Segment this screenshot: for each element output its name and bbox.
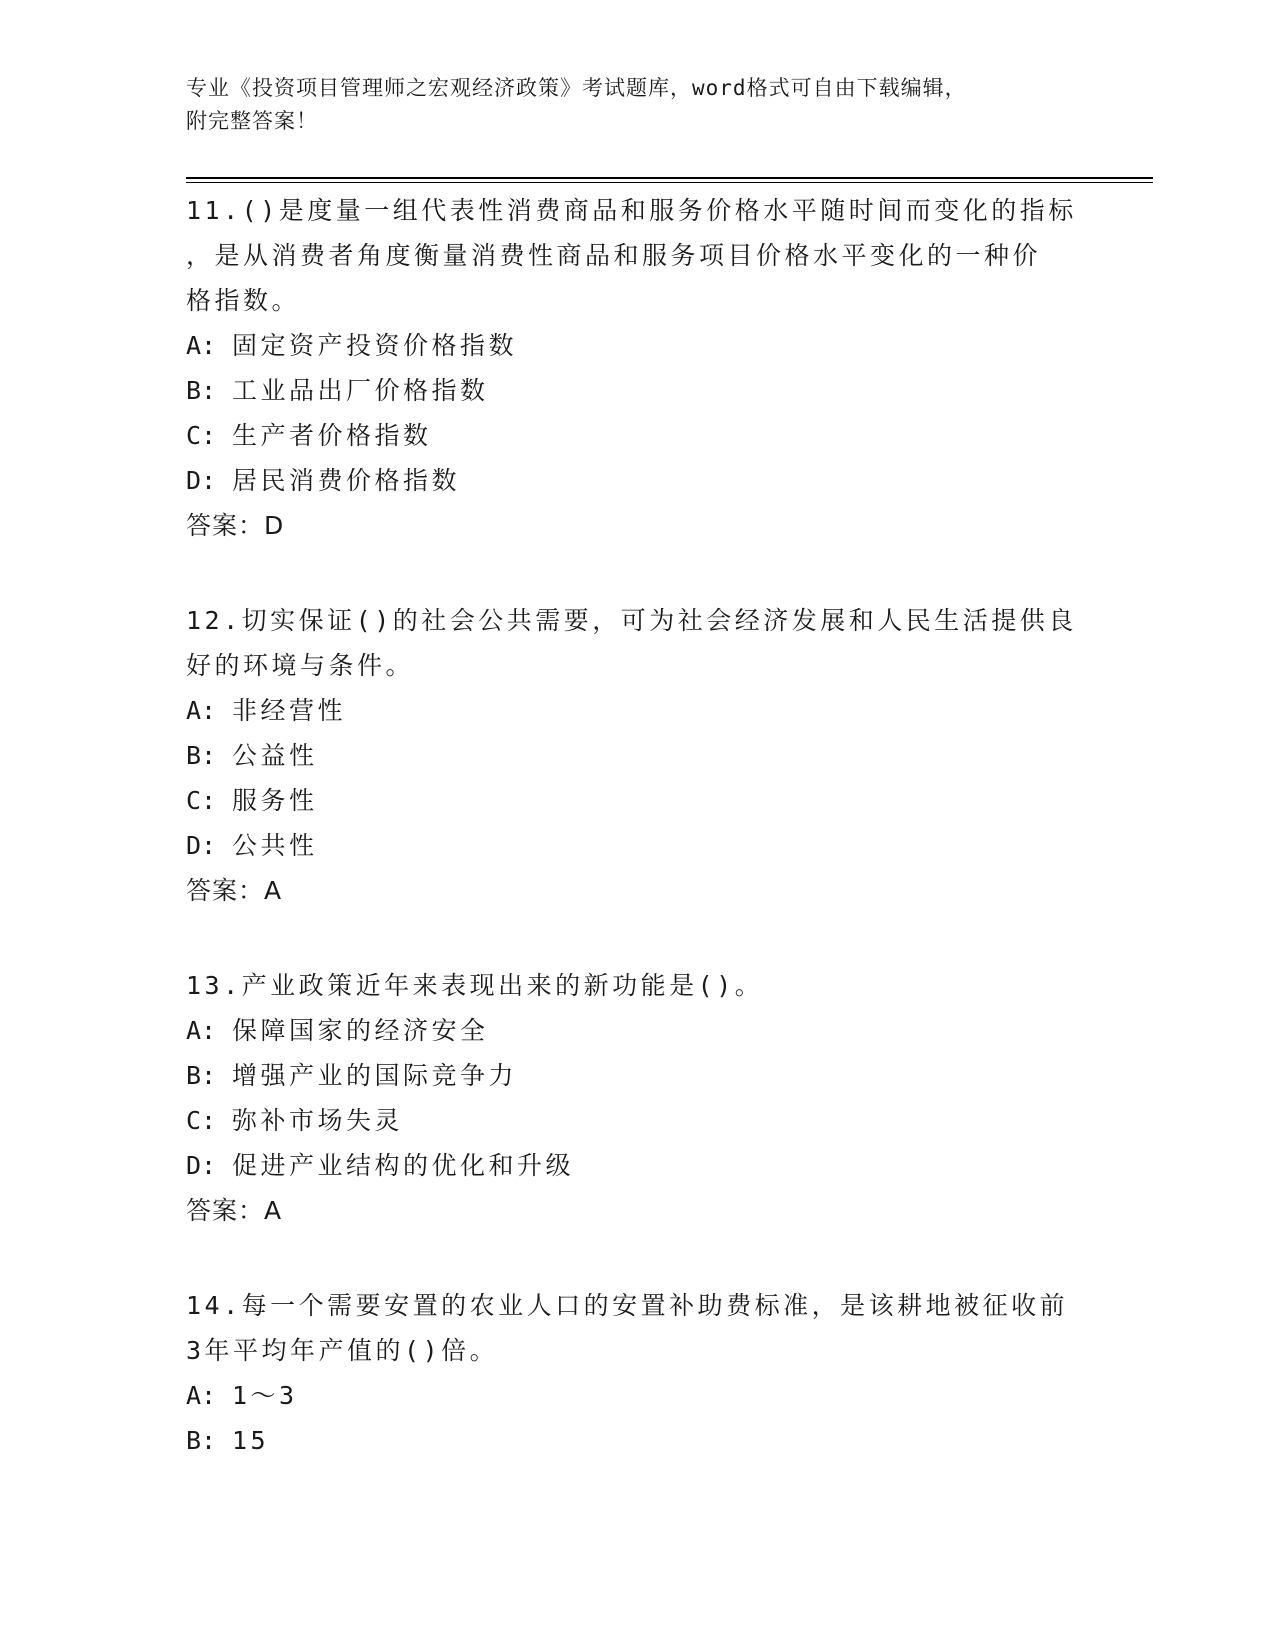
option-a [186,323,1086,368]
option-text: 公益性 [232,741,318,770]
question-text-line: 14.每一个需要安置的农业人口的安置补助费标准，是该耕地被征收前 [186,1291,1069,1320]
question-text-line: 12.切实保证()的社会公共需要，可为社会经济发展和人民生活提供良 [186,606,1077,635]
question-list [186,188,1086,1463]
question-text-line: ，是从消费者角度衡量消费性商品和服务项目价格水平变化的一种价 [186,241,1042,270]
option-text: 生产者价格指数 [232,421,432,450]
option-text: 增强产业的国际竞争力 [232,1061,518,1090]
option-text: 公共性 [232,831,318,860]
option-key: B: [186,376,217,405]
option-key: D: [186,831,217,860]
option-text: 服务性 [232,786,318,815]
question-14 [186,1283,1086,1463]
header-line-2: 附完整答案！ [186,109,318,133]
option-text: 弥补市场失灵 [232,1106,404,1135]
answer-line: 答案：D [186,511,285,540]
option-key: D: [186,466,217,495]
option-key: D: [186,1151,217,1180]
option-key: B: [186,1426,217,1455]
option-text: 1～3 [232,1381,298,1410]
option-text: 工业品出厂价格指数 [232,376,489,405]
option-text: 固定资产投资价格指数 [232,331,518,360]
option-key: C: [186,421,217,450]
option-key: A: [186,1381,217,1410]
option-key: C: [186,786,217,815]
header-line-1: 专业《投资项目管理师之宏观经济政策》考试题库，word格式可自由下载编辑， [186,76,967,100]
header-divider-thin [186,182,1153,183]
question-12 [186,598,1086,913]
option-text: 非经营性 [232,696,347,725]
option-text: 保障国家的经济安全 [232,1016,489,1045]
option-b [186,1418,1086,1463]
option-key: C: [186,1106,217,1135]
option-text: 15 [232,1426,270,1455]
option-b [186,733,1086,778]
option-key: B: [186,1061,217,1090]
option-key: B: [186,741,217,770]
option-d [186,1143,1086,1188]
question-text-line: 3年平均年产值的()倍。 [186,1336,499,1365]
question-text-line: 13.产业政策近年来表现出来的新功能是()。 [186,971,764,1000]
question-11 [186,188,1086,548]
question-spacer [186,1233,1086,1283]
question-13 [186,963,1086,1233]
option-b [186,368,1086,413]
document-header [186,72,1066,138]
question-spacer [186,913,1086,963]
option-key: A: [186,696,217,725]
option-a [186,688,1086,733]
option-key: A: [186,331,217,360]
option-a [186,1373,1086,1418]
option-b [186,1053,1086,1098]
option-c [186,778,1086,823]
option-c [186,1098,1086,1143]
option-a [186,1008,1086,1053]
option-text: 居民消费价格指数 [232,466,461,495]
question-spacer [186,548,1086,598]
question-text-line: 11.()是度量一组代表性消费商品和服务价格水平随时间而变化的指标 [186,196,1077,225]
answer-line: 答案：A [186,876,283,905]
answer-line: 答案：A [186,1196,283,1225]
question-text-line: 格指数。 [186,286,301,315]
header-divider-thick [186,177,1153,179]
question-text-line: 好的环境与条件。 [186,651,415,680]
option-text: 促进产业结构的优化和升级 [232,1151,575,1180]
option-key: A: [186,1016,217,1045]
option-c [186,413,1086,458]
option-d [186,458,1086,503]
option-d [186,823,1086,868]
